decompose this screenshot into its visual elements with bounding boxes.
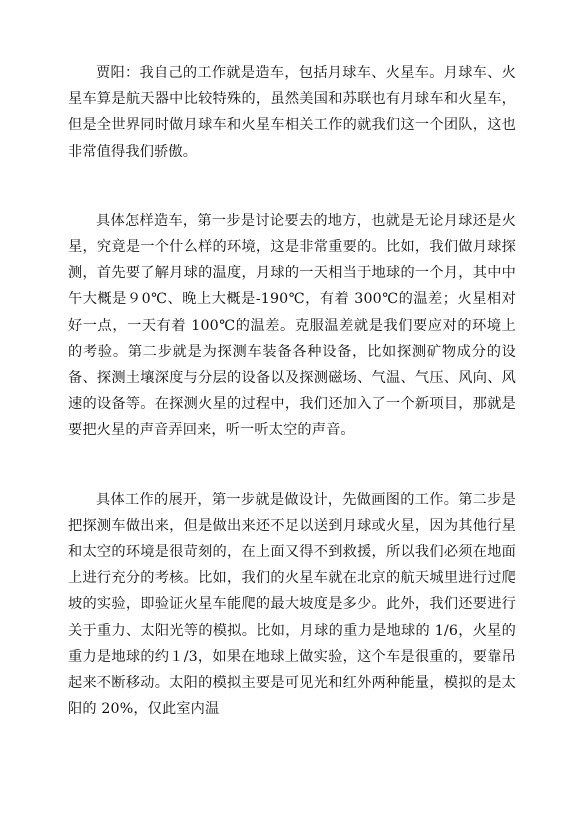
paragraph-3: 具体工作的展开，第一步就是做设计，先做画图的工作。第二步是把探测车做出来，但是做出来还不足以送到月球或火星，因为其他行星和太空的环境是很苛刻的，在上面又得不到救援，所以我们必须在地面上进行充分的考核。比如，我们的火星车就在北京的航天城里进行过爬坡的实验，即验证火星车能爬的最大坡度是多少。此外，我们还要进行关于重力、太阳光等的模拟。比如，月球的重力是地球的 1/6，火星的重力是地球的约１/3，如果在地球上做实验，这个车是很重的，要靠吊起来不断移动。太阳的模拟主要是可见光和红外两种能量，模拟的是太阳的 20%，仅此室内温 [68,491,516,718]
paragraph-1: 贾阳：我自己的工作就是造车，包括月球车、火星车。月球车、火星车算是航天器中比较特殊的，虽然美国和苏联也有月球车和火星车，但是全世界同时做月球车和火星车相关工作的就我们这一个团队，这也非常值得我们骄傲。 [68,65,516,160]
document-page [68,60,516,722]
paragraph-2: 具体怎样造车，第一步是讨论要去的地方，也就是无论月球还是火星，究竟是一个什么样的环境，这是非常重要的。比如，我们做月球探测，首先要了解月球的温度，月球的一天相当于地球的一个月，其中中午大概是９0℃、晚上大概是-190℃，有着 300℃的温差；火星相对好一点，一天有着 100℃的温差。克服温差就是我们要应对的环境上的考验。第二步就是为探测车装备各种设备，比如探测矿物成分的设备、探测土壤深度与分层的设备以及探测磁场、气温、气压、风向、风速的设备等。在探测火星的过程中，我们还加入了一个新项目，那就是要把火星的声音弄回来，听一听太空的声音。 [68,212,516,439]
